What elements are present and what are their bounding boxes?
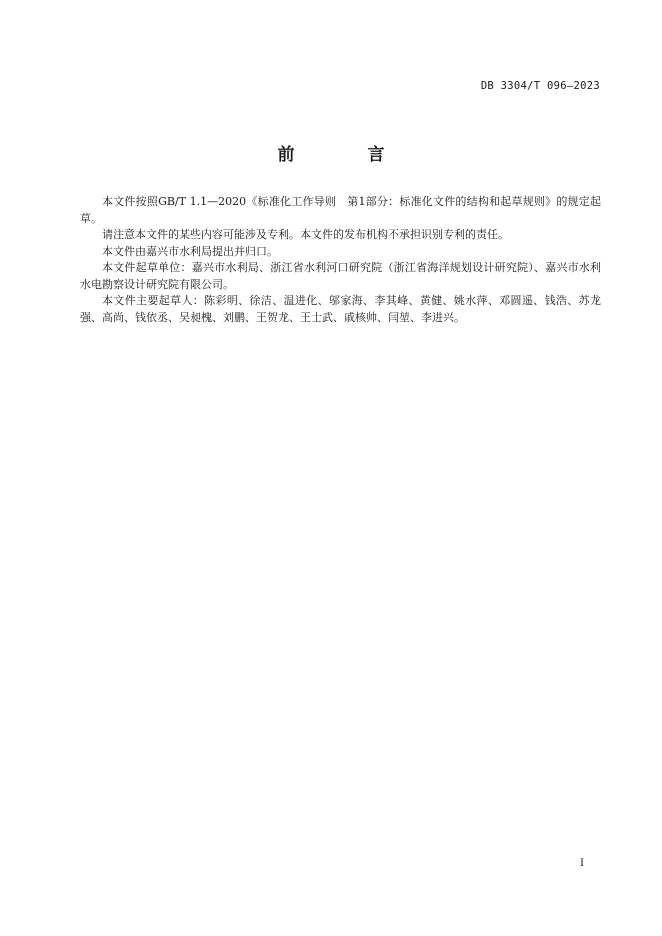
- paragraph-proposer: 本文件由嘉兴市水利局提出并归口。: [102, 244, 278, 258]
- page-number: I: [580, 858, 584, 869]
- paragraph-patent-notice: 请注意本文件的某些内容可能涉及专利。本文件的发布机构不承担识别专利的责任。: [102, 228, 509, 241]
- paragraph-drafters: 本文件主要起草人：陈彩明、徐洁、温进化、邬家海、李其峰、黄健、姚水萍、邓圆遥、钱浩、苏龙强、高尚、钱依丞、吴昶槐、刘鹏、王贺龙、王士武、戚核帅、闫堃、李进兴。: [80, 294, 601, 324]
- page-title: 前 言: [277, 145, 413, 165]
- document-code: DB 3304/T 096—2023: [480, 80, 600, 92]
- paragraph-drafting-basis: 本文件按照GB/T 1.1—2020《标准化工作导则 第1部分：标准化文件的结构和起草规则》的规定起草。: [80, 195, 601, 225]
- paragraph-drafting-units: 本文件起草单位：嘉兴市水利局、浙江省水利河口研究院（浙江省海洋规划设计研究院）、嘉兴市水利水电勘察设计研究院有限公司。: [80, 261, 601, 291]
- preface-body: [80, 194, 601, 326]
